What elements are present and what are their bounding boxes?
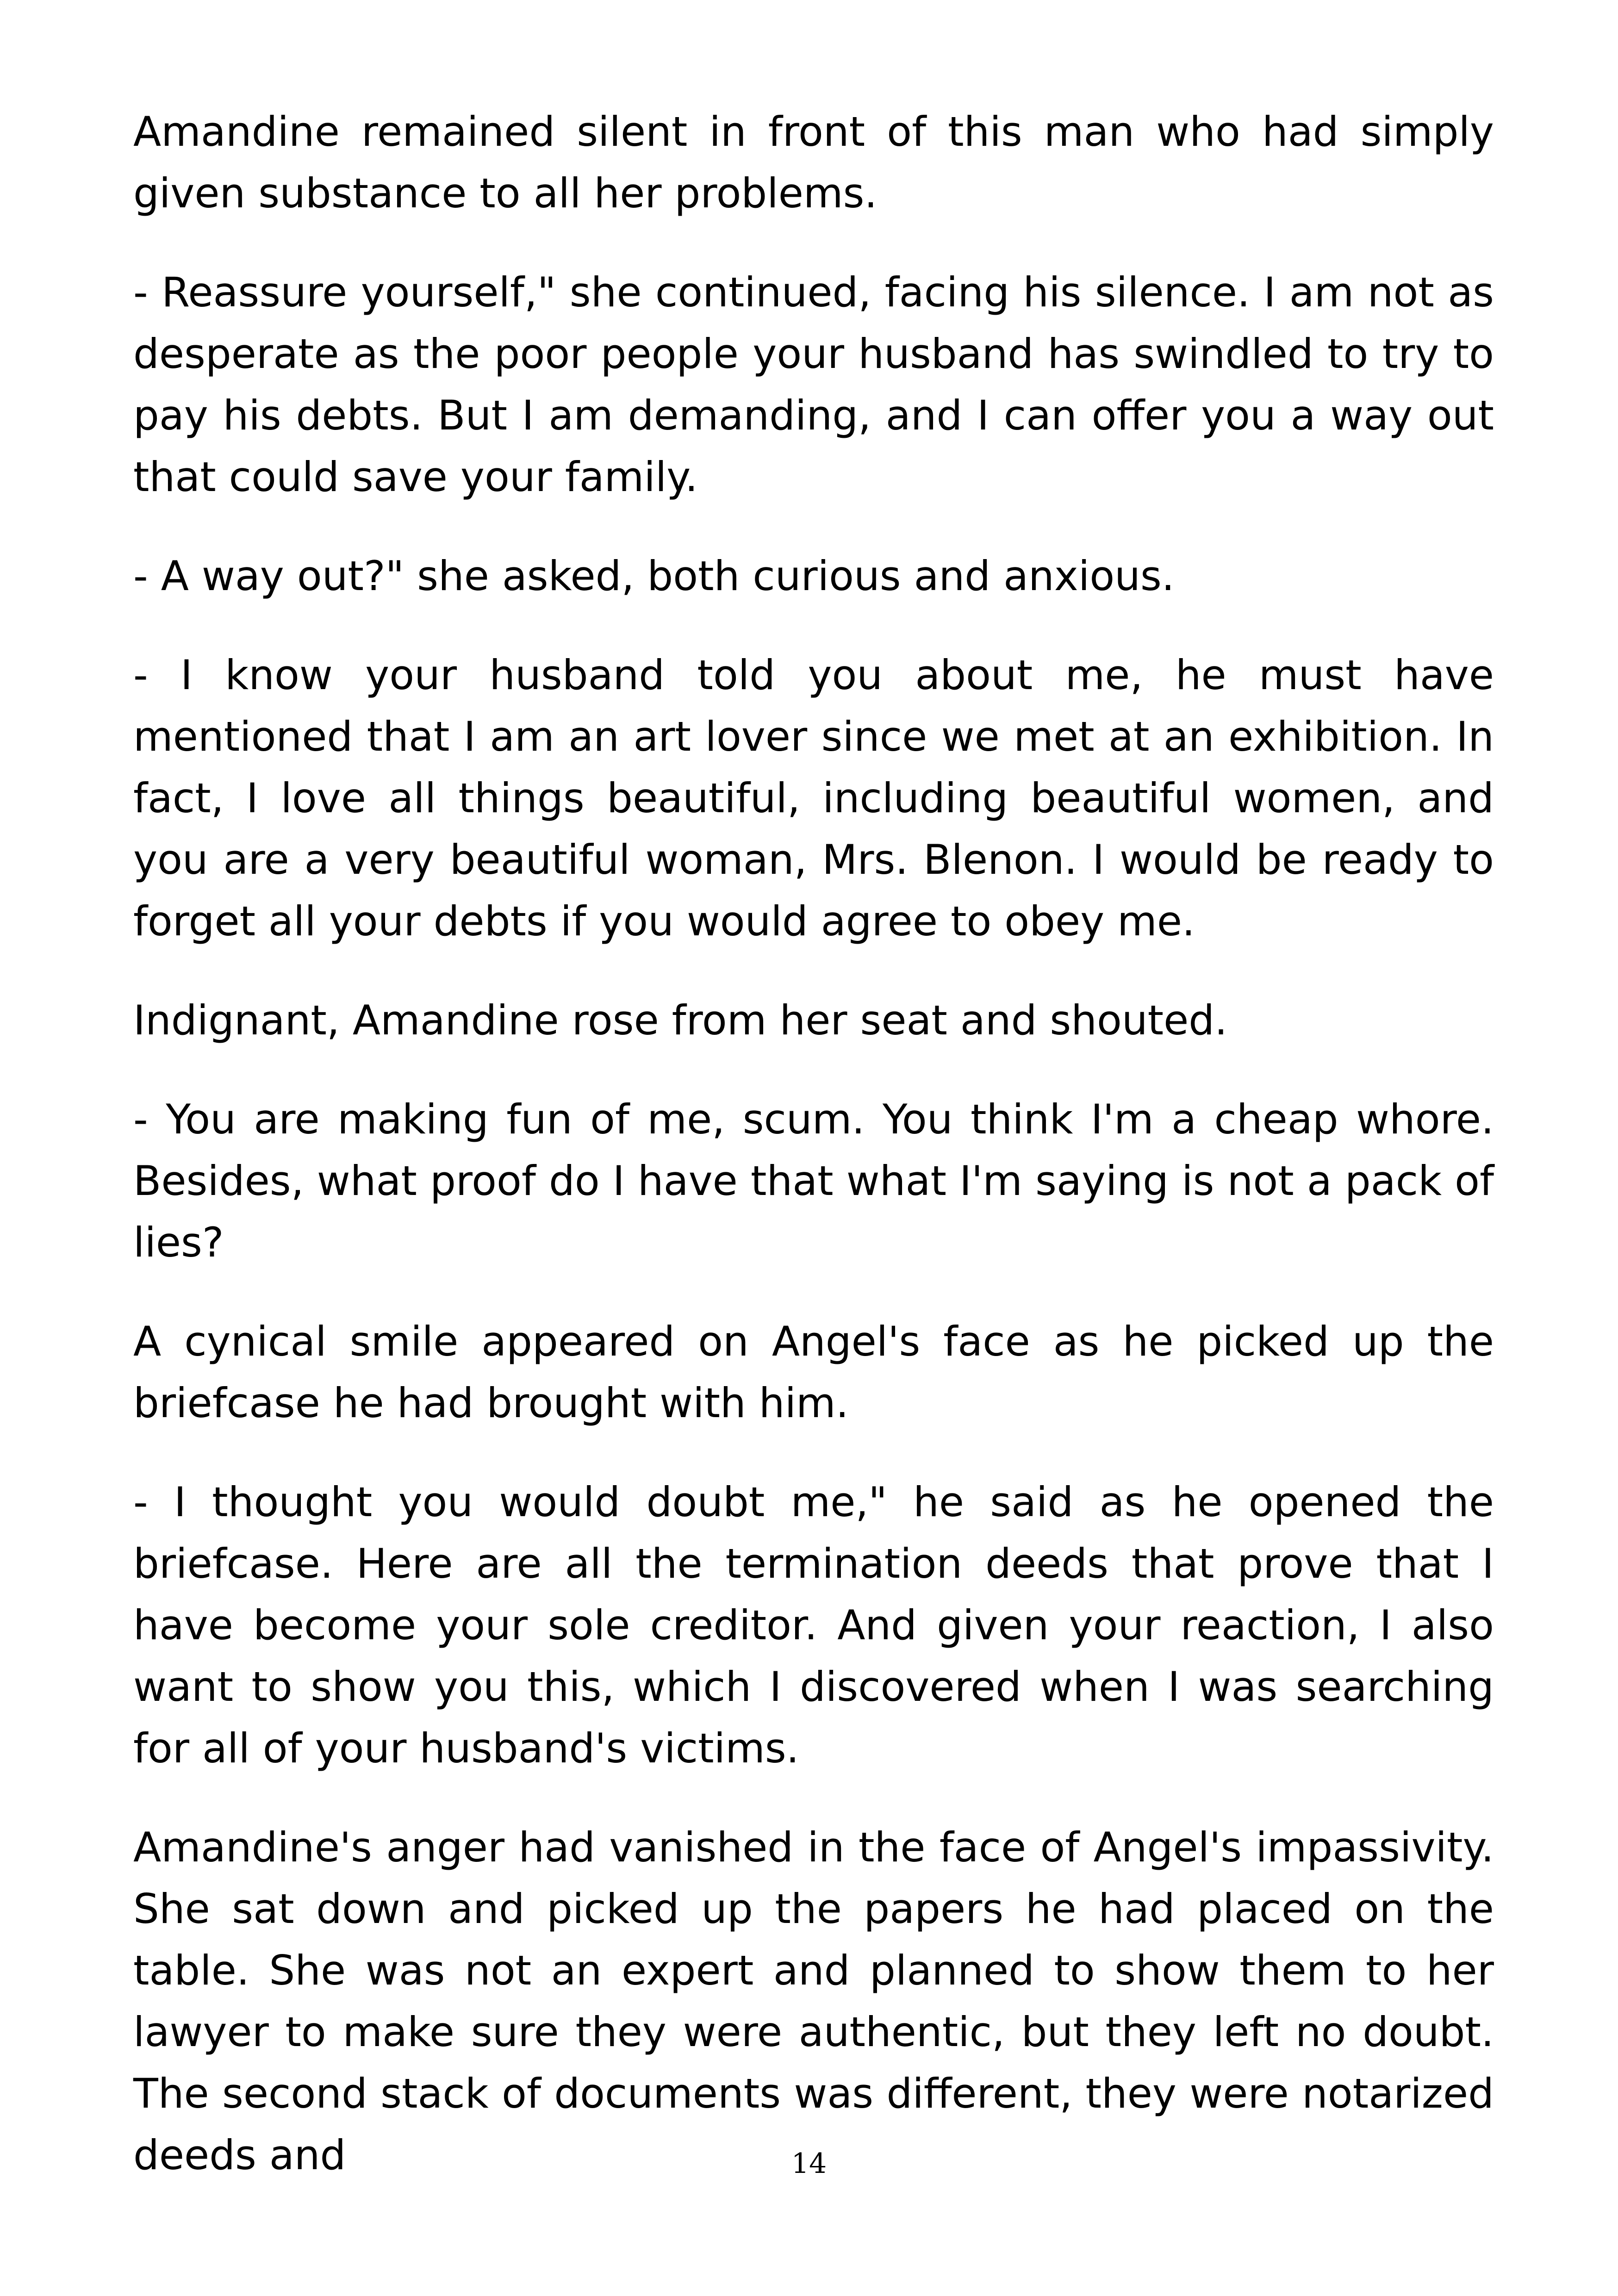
paragraph: A cynical smile appeared on Angel's face as he picked up the briefcase he had brought with him. xyxy=(133,1318,1494,1427)
paragraph: - I know your husband told you about me, he must have mentioned that I am an art lover since we met at an exhibition. In fact, I love all things beautiful, including beautiful women, and you are a very beautiful woman, Mrs. Blenon. I would be ready to forget all your debts if you would agree to obey me. xyxy=(133,651,1494,945)
body-text xyxy=(133,101,1494,2223)
paragraph: Amandine remained silent in front of this man who had simply given substance to all her problems. xyxy=(133,108,1494,217)
paragraph: - Reassure yourself," she continued, facing his silence. I am not as desperate as the poor people your husband has swindled to try to pay his debts. But I am demanding, and I can offer you a way out that could save your family. xyxy=(133,268,1494,501)
paragraph: - I thought you would doubt me," he said as he opened the briefcase. Here are all the termination deeds that prove that I have become your sole creditor. And given your reaction, I also want to show you this, which I discovered when I was searching for all of your husband's victims. xyxy=(133,1478,1494,1772)
page-number: 14 xyxy=(791,2147,827,2180)
paragraph: - You are making fun of me, scum. You think I'm a cheap whore. Besides, what proof do I have that what I'm saying is not a pack of lies? xyxy=(133,1095,1494,1266)
paragraph: Amandine's anger had vanished in the face of Angel's impassivity. She sat down and picked up the papers he had placed on the table. She was not an expert and planned to show them to her lawyer to make sure they were authentic, but they left no doubt. The second stack of documents was different, they were notarized deeds and xyxy=(133,1823,1494,2179)
paragraph: - A way out?" she asked, both curious and anxious. xyxy=(133,552,1175,600)
paragraph: Indignant, Amandine rose from her seat and shouted. xyxy=(133,996,1228,1044)
